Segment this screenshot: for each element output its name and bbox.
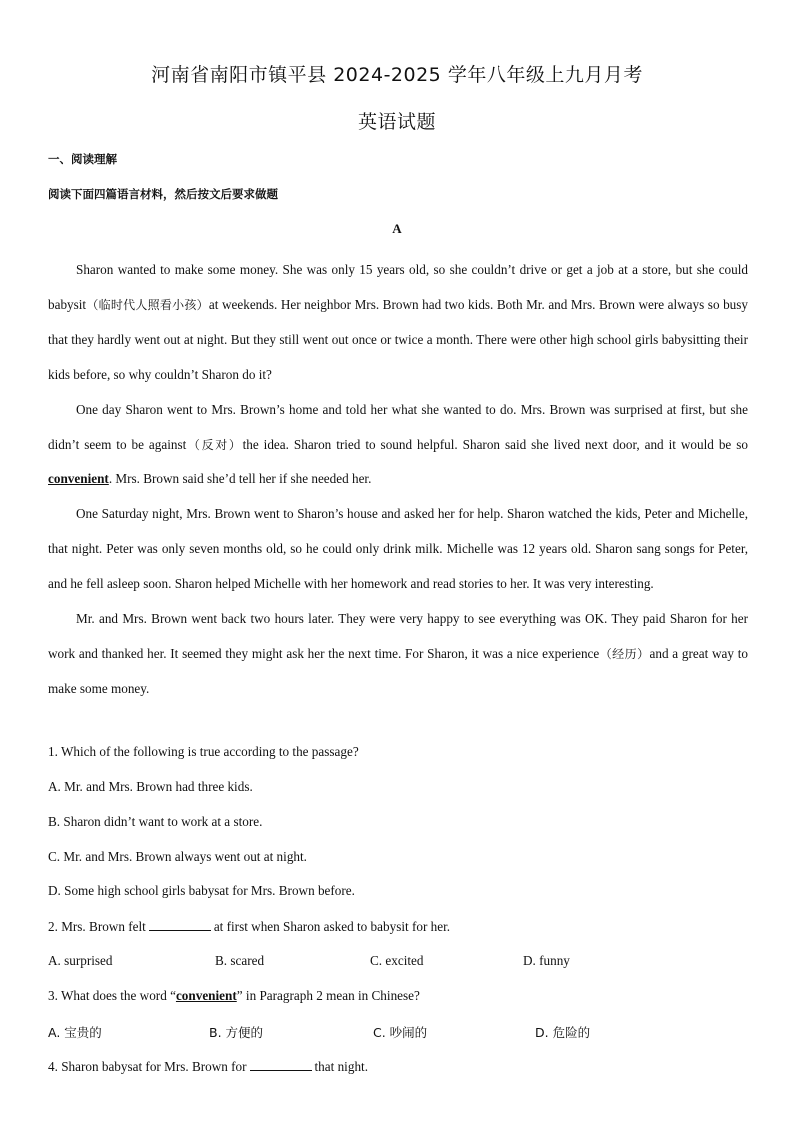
question-4-stem-b: that night.	[314, 1059, 368, 1074]
paragraph-4-text-b: and a great way to make some money.	[48, 645, 748, 696]
paragraph-2	[48, 393, 748, 498]
question-3-option-a[interactable]: A. 宝贵的	[48, 1025, 102, 1040]
paragraph-2-text-b: the idea. Sharon tried to sound helpful. Sharon said she lived next door, and it would be so	[242, 436, 748, 452]
question-3-option-b[interactable]: B. 方便的	[209, 1025, 264, 1040]
question-2-stem	[48, 918, 450, 935]
question-2-option-d[interactable]: D. funny	[523, 953, 570, 968]
keyword-convenient: convenient	[48, 471, 109, 487]
exam-title: 河南省南阳市镇平县 2024-2025 学年八年级上九月月考	[151, 64, 643, 86]
exam-subtitle: 英语试题	[357, 111, 436, 133]
question-2-option-c[interactable]: C. excited	[370, 953, 424, 968]
question-2-stem-a: 2. Mrs. Brown felt	[48, 919, 146, 934]
answer-blank[interactable]	[149, 918, 211, 931]
question-2-option-a[interactable]: A. surprised	[48, 953, 113, 968]
paragraph-1-text-a: Sharon wanted to make some money. She was only 15 years old, so she couldn’t drive or get a job at a store, but she could babysit	[48, 262, 748, 312]
question-2-option-b[interactable]: B. scared	[215, 953, 265, 968]
question-1-option-d[interactable]: D. Some high school girls babysat for Mrs. Brown before.	[48, 883, 355, 898]
paragraph-4-text-a: Mr. and Mrs. Brown went back two hours later. They were very happy to see everything was OK. They paid Sharon for her work and thanked her. It seemed they might ask her the next time. For Sharon, it was a nice experience	[48, 611, 748, 661]
paragraph-1	[48, 253, 748, 393]
question-2-stem-b: at first when Sharon asked to babysit for her.	[213, 919, 451, 934]
question-3-keyword: convenient	[175, 988, 237, 1003]
question-3-option-c[interactable]: C. 吵闹的	[373, 1025, 428, 1040]
question-1-option-a[interactable]: A. Mr. and Mrs. Brown had three kids.	[48, 779, 253, 794]
paragraph-2-text-c: . Mrs. Brown said she’d tell her if she needed her.	[108, 471, 372, 487]
question-1-stem: 1. Which of the following is true according to the passage?	[48, 744, 359, 759]
passage-label: A	[392, 221, 402, 236]
question-1-option-c[interactable]: C. Mr. and Mrs. Brown always went out at night.	[48, 849, 307, 864]
paragraph-1-text-b: at weekends. Her neighbor Mrs. Brown had two kids. Both Mr. and Mrs. Brown were always so busy that they hardly went out at night. But they still went out once or twice a month. There were other high school girls babysitting their kids before, so why couldn’t Sharon do it?	[48, 296, 748, 382]
question-3-stem	[48, 988, 420, 1004]
answer-blank[interactable]	[250, 1058, 312, 1071]
paragraph-2-text-a: One day Sharon went to Mrs. Brown’s home and told her what she wanted to do. Mrs. Brown was surprised at first, but she didn’t seem to be against	[48, 401, 748, 452]
gloss-babysit: （临时代人照看小孩）	[86, 297, 209, 312]
paragraph-3: One Saturday night, Mrs. Brown went to Sharon’s house and asked her for help. Sharon watched the kids, Peter and Michelle, that night. Peter was only seven months old, so he could only drink milk. Michelle was 12 years old. Sharon sang songs for Peter, and he fell asleep soon. Sharon helped Michelle with her homework and read stories to her. It was very interesting.	[48, 506, 748, 592]
question-3-option-d[interactable]: D. 危险的	[535, 1025, 591, 1040]
section-instruction: 阅读下面四篇语言材料，然后按文后要求做题	[48, 187, 278, 201]
gloss-against: （反对）	[186, 437, 243, 452]
reading-passage	[48, 253, 748, 707]
question-3-stem-a: 3. What does the word “	[48, 988, 176, 1003]
question-4-stem-a: 4. Sharon babysat for Mrs. Brown for	[48, 1059, 247, 1074]
paragraph-4	[48, 602, 748, 707]
section-heading: 一、阅读理解	[48, 152, 117, 166]
question-4-stem	[48, 1058, 368, 1075]
question-3-stem-b: ” in Paragraph 2 mean in Chinese?	[236, 988, 420, 1003]
gloss-experience: （经历）	[599, 646, 650, 661]
question-1-option-b[interactable]: B. Sharon didn’t want to work at a store.	[48, 814, 263, 829]
